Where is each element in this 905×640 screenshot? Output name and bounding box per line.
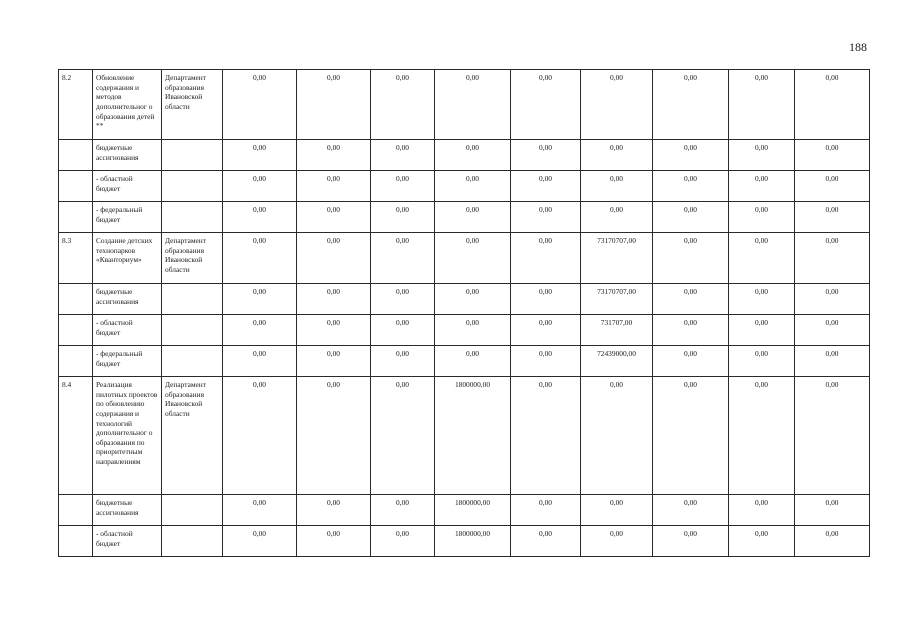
row-value-cell: 73170707,00 <box>581 284 653 315</box>
row-value-cell: 0,00 <box>371 171 435 202</box>
row-executor-cell: Департамент образования Ивановской области <box>162 233 223 284</box>
row-value-cell: 0,00 <box>297 140 371 171</box>
row-value-cell: 0,00 <box>371 526 435 557</box>
row-value-cell: 0,00 <box>371 202 435 233</box>
row-value-cell: 0,00 <box>371 377 435 495</box>
row-name-cell: - областной бюджет <box>93 171 162 202</box>
row-executor-cell <box>162 346 223 377</box>
row-executor-cell: Департамент образования Ивановской области <box>162 70 223 140</box>
row-value-cell: 0,00 <box>653 202 729 233</box>
row-executor-cell <box>162 495 223 526</box>
row-value-cell: 0,00 <box>371 70 435 140</box>
row-value-cell: 0,00 <box>223 202 297 233</box>
row-name-cell: - областной бюджет <box>93 526 162 557</box>
table-row <box>59 495 870 526</box>
row-value-cell: 0,00 <box>581 495 653 526</box>
row-value-cell: 0,00 <box>297 526 371 557</box>
row-value-cell: 0,00 <box>653 70 729 140</box>
row-value-cell: 0,00 <box>435 346 511 377</box>
row-name-cell: - федеральный бюджет <box>93 346 162 377</box>
row-value-cell: 0,00 <box>653 233 729 284</box>
row-code-cell: 8.3 <box>59 233 93 284</box>
row-value-cell: 0,00 <box>729 495 795 526</box>
row-code-cell <box>59 140 93 171</box>
row-code-cell: 8.4 <box>59 377 93 495</box>
row-name-cell: - областной бюджет <box>93 315 162 346</box>
row-value-cell: 0,00 <box>729 140 795 171</box>
page-number: 188 <box>849 40 867 54</box>
row-value-cell: 0,00 <box>297 377 371 495</box>
row-value-cell: 0,00 <box>223 526 297 557</box>
row-value-cell: 0,00 <box>795 202 870 233</box>
row-value-cell: 0,00 <box>511 495 581 526</box>
row-value-cell: 0,00 <box>223 346 297 377</box>
row-value-cell: 0,00 <box>223 315 297 346</box>
row-value-cell: 1800000,00 <box>435 495 511 526</box>
row-value-cell: 0,00 <box>581 377 653 495</box>
table-row <box>59 526 870 557</box>
row-value-cell: 0,00 <box>653 315 729 346</box>
row-value-cell: 0,00 <box>435 70 511 140</box>
row-value-cell: 0,00 <box>511 526 581 557</box>
row-value-cell: 0,00 <box>435 233 511 284</box>
row-value-cell: 0,00 <box>435 315 511 346</box>
row-value-cell: 0,00 <box>729 284 795 315</box>
row-value-cell: 0,00 <box>729 526 795 557</box>
table-body <box>59 70 870 557</box>
row-value-cell: 0,00 <box>653 171 729 202</box>
table-row <box>59 202 870 233</box>
row-value-cell: 0,00 <box>223 233 297 284</box>
row-value-cell: 0,00 <box>511 140 581 171</box>
row-value-cell: 0,00 <box>371 315 435 346</box>
row-value-cell: 0,00 <box>795 70 870 140</box>
row-value-cell: 0,00 <box>795 346 870 377</box>
row-value-cell: 0,00 <box>795 526 870 557</box>
row-value-cell: 72439000,00 <box>581 346 653 377</box>
row-name-cell: Обновление содержания и методов дополнительног о образования детей ** <box>93 70 162 140</box>
row-value-cell: 731707,00 <box>581 315 653 346</box>
row-value-cell: 0,00 <box>371 495 435 526</box>
budget-table <box>58 69 870 557</box>
row-value-cell: 0,00 <box>653 140 729 171</box>
row-value-cell: 0,00 <box>223 171 297 202</box>
row-value-cell: 0,00 <box>223 495 297 526</box>
row-value-cell: 0,00 <box>653 495 729 526</box>
row-code-cell <box>59 202 93 233</box>
row-value-cell: 0,00 <box>581 70 653 140</box>
row-value-cell: 0,00 <box>371 346 435 377</box>
row-code-cell <box>59 171 93 202</box>
row-value-cell: 73170707,00 <box>581 233 653 284</box>
row-executor-cell <box>162 284 223 315</box>
row-value-cell: 0,00 <box>581 171 653 202</box>
row-value-cell: 0,00 <box>581 526 653 557</box>
row-executor-cell: Департамент образования Ивановской области <box>162 377 223 495</box>
table-row <box>59 284 870 315</box>
row-value-cell: 0,00 <box>581 140 653 171</box>
row-executor-cell <box>162 202 223 233</box>
table-row <box>59 171 870 202</box>
row-value-cell: 0,00 <box>511 346 581 377</box>
row-value-cell: 1800000,00 <box>435 526 511 557</box>
row-name-cell: бюджетные ассигнования <box>93 284 162 315</box>
row-executor-cell <box>162 315 223 346</box>
row-value-cell: 0,00 <box>435 140 511 171</box>
row-value-cell: 0,00 <box>795 233 870 284</box>
row-value-cell: 0,00 <box>653 346 729 377</box>
row-value-cell: 0,00 <box>223 140 297 171</box>
row-value-cell: 0,00 <box>297 495 371 526</box>
row-value-cell: 0,00 <box>795 140 870 171</box>
row-value-cell: 0,00 <box>729 315 795 346</box>
row-value-cell: 0,00 <box>223 70 297 140</box>
row-value-cell: 0,00 <box>511 70 581 140</box>
row-value-cell: 0,00 <box>795 315 870 346</box>
row-value-cell: 0,00 <box>511 315 581 346</box>
row-value-cell: 0,00 <box>795 495 870 526</box>
row-executor-cell <box>162 140 223 171</box>
table-row <box>59 377 870 495</box>
row-value-cell: 0,00 <box>729 377 795 495</box>
row-value-cell: 0,00 <box>729 233 795 284</box>
table-row <box>59 70 870 140</box>
row-value-cell: 0,00 <box>297 284 371 315</box>
row-code-cell <box>59 284 93 315</box>
row-value-cell: 0,00 <box>653 526 729 557</box>
row-value-cell: 0,00 <box>371 140 435 171</box>
row-code-cell: 8.2 <box>59 70 93 140</box>
row-name-cell: бюджетные ассигнования <box>93 495 162 526</box>
row-value-cell: 0,00 <box>729 202 795 233</box>
row-value-cell: 0,00 <box>511 284 581 315</box>
row-code-cell <box>59 315 93 346</box>
row-name-cell: - федеральный бюджет <box>93 202 162 233</box>
row-name-cell: Реализация пилотных проектов по обновлению содержания и технологий дополнительног о образования по приоритетным направлениям <box>93 377 162 495</box>
row-code-cell <box>59 526 93 557</box>
row-value-cell: 0,00 <box>223 284 297 315</box>
row-name-cell: Создание детских технопарков «Кванториум» <box>93 233 162 284</box>
row-value-cell: 0,00 <box>435 284 511 315</box>
row-value-cell: 0,00 <box>795 284 870 315</box>
row-code-cell <box>59 495 93 526</box>
table-row <box>59 233 870 284</box>
row-value-cell: 0,00 <box>729 346 795 377</box>
row-value-cell: 0,00 <box>371 233 435 284</box>
row-value-cell: 0,00 <box>511 377 581 495</box>
row-value-cell: 0,00 <box>435 202 511 233</box>
row-value-cell: 0,00 <box>297 233 371 284</box>
row-value-cell: 1800000,00 <box>435 377 511 495</box>
row-value-cell: 0,00 <box>653 377 729 495</box>
row-value-cell: 0,00 <box>581 202 653 233</box>
row-executor-cell <box>162 526 223 557</box>
table-row <box>59 346 870 377</box>
row-value-cell: 0,00 <box>511 233 581 284</box>
row-value-cell: 0,00 <box>223 377 297 495</box>
row-code-cell <box>59 346 93 377</box>
row-value-cell: 0,00 <box>729 171 795 202</box>
row-name-cell: бюджетные ассигнования <box>93 140 162 171</box>
row-value-cell: 0,00 <box>653 284 729 315</box>
row-value-cell: 0,00 <box>297 346 371 377</box>
table-row <box>59 315 870 346</box>
row-value-cell: 0,00 <box>795 171 870 202</box>
row-value-cell: 0,00 <box>297 171 371 202</box>
row-value-cell: 0,00 <box>511 202 581 233</box>
row-value-cell: 0,00 <box>511 171 581 202</box>
row-value-cell: 0,00 <box>435 171 511 202</box>
row-value-cell: 0,00 <box>795 377 870 495</box>
row-value-cell: 0,00 <box>371 284 435 315</box>
row-value-cell: 0,00 <box>297 70 371 140</box>
row-value-cell: 0,00 <box>729 70 795 140</box>
row-executor-cell <box>162 171 223 202</box>
row-value-cell: 0,00 <box>297 315 371 346</box>
table-row <box>59 140 870 171</box>
row-value-cell: 0,00 <box>297 202 371 233</box>
